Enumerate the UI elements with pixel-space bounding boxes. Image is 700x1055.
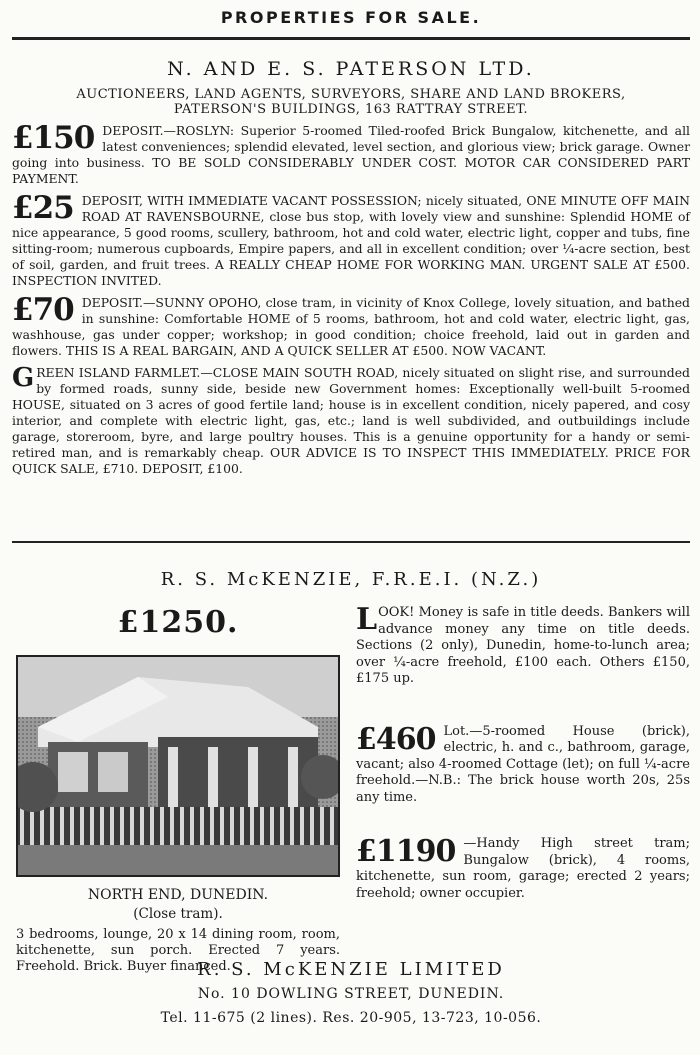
listing-text: DEPOSIT.—SUNNY OPOHO, close tram, in vicinity of Knox College, lovely situation, and bathed in sunshine: Comfortable HOME of 5 rooms, bathroom, hot and cold water, electric light, gas, washhouse, gas under copper; workshop; in good condition; choice freehold, laid out in garden and flowers. THIS IS A REAL BARGAIN, AND A QUICK SELLER AT £500. NOW VACANT.	[12, 295, 690, 358]
limited-telephone: Tel. 11-675 (2 lines). Res. 20-905, 13-723, 10-056.	[160, 1010, 542, 1026]
listing-price: £25	[12, 190, 74, 226]
section-rule	[12, 541, 690, 543]
header-rule	[12, 37, 690, 40]
paterson-sub-line1: AUCTIONEERS, LAND AGENTS, SURVEYORS, SHARE AND LAND BROKERS,	[76, 87, 626, 102]
drop-initial: G	[12, 363, 35, 393]
photo-caption: NORTH END, DUNEDIN.	[87, 887, 269, 903]
listing-title-deeds	[356, 602, 690, 688]
mckenzie-firm-name: R. S. McKENZIE, F.R.E.I. (N.Z.)	[160, 569, 542, 590]
listing-text: REEN ISLAND FARMLET.—CLOSE MAIN SOUTH ROAD, nicely situated on slight rise, and surrounded by formed roads, sunny side, beside new Government homes: Exceptionally well-built 5-roomed HOUSE, situated on 3 acres of good fertile land; house is in excellent condition, nicely papered, and cosy interior, and complete with electric light, gas, etc.; land is well subdivided, and outbuildings include garage, storeroom, byre, and large poultry houses. This is a genuine opportunity for a handy or semi-retired man, and is remarkably cheap. OUR ADVICE IS TO INSPECT THIS IMMEDIATELY. PRICE FOR QUICK SALE, £710. DEPOSIT, £100.	[12, 365, 690, 476]
drop-initial: L	[356, 602, 378, 637]
paterson-firm-name: N. AND E. S. PATERSON LTD.	[167, 58, 535, 80]
section-header: PROPERTIES FOR SALE.	[220, 8, 482, 27]
paterson-subheading	[12, 87, 690, 117]
listing-price: £1190	[356, 834, 456, 869]
photo-subcaption: (Close tram).	[133, 906, 223, 922]
listing-ravensbourne	[12, 190, 690, 289]
feature-listing	[12, 605, 344, 975]
listing-text: Lot.—5-roomed House (brick), electric, h. and c., bathroom, garage, vacant; also 4-roomed Cottage (let); on full ¼-acre freehold.—N.B.: The brick house worth 20s, 25s any time.	[356, 723, 690, 805]
listing-price: £150	[12, 120, 95, 156]
listing-text: DEPOSIT, WITH IMMEDIATE VACANT POSSESSION; nicely situated, ONE MINUTE OFF MAIN ROAD AT RAVENSBOURNE, close bus stop, with lovely view and sunshine: Splendid HOME of nice appearance, 5 good rooms, scullery, bathroom, hot and cold water, electric light, copper and tubs, fine sitting-room; numerous cupboards, Empire papers, and all in excellent condition; over ¼-acre section, best of soil, garden, and fruit trees. A REALLY CHEAP HOME FOR WORKING MAN. URGENT SALE AT £500. INSPECTION INVITED.	[12, 193, 690, 288]
house-photo	[16, 655, 340, 877]
listing-text: OOK! Money is safe in title deeds. Bankers will advance money any time on title deeds. Sections (2 only), Dunedin, home-to-lunch area; over ¼-acre freehold, £100 each. Others £150, £175 up.	[356, 605, 690, 686]
listing-text: —Handy High street tram; Bungalow (brick), 4 rooms, kitchenette, sun room, garage; erected 2 years; freehold; owner occupier.	[356, 836, 690, 901]
listing-1190	[356, 836, 690, 902]
paterson-sub-line2: PATERSON'S BUILDINGS, 163 RATTRAY STREET.	[173, 102, 529, 117]
listing-text: DEPOSIT.—ROSLYN: Superior 5-roomed Tiled-roofed Brick Bungalow, kitchenette, and all latest conveniences; splendid elevated, level section, and glorious view; brick garage. Owner going into business. TO BE SOLD CONSIDERABLY UNDER COST. MOTOR CAR CONSIDERED PART PAYMENT.	[12, 123, 690, 186]
listing-460	[356, 721, 690, 807]
feature-description: 3 bedrooms, lounge, 20 x 14 dining room, room, kitchenette, sun porch. Erected 7 years. Freehold. Brick. Buyer financed.	[16, 927, 340, 974]
listing-green-island	[12, 365, 690, 477]
right-listings	[356, 602, 690, 920]
listing-opoho	[12, 292, 690, 359]
house-photo-image	[18, 657, 338, 875]
feature-price: £1250.	[117, 605, 239, 640]
listing-price: £70	[12, 292, 74, 328]
listing-roslyn	[12, 120, 690, 187]
limited-address: No. 10 DOWLING STREET, DUNEDIN.	[197, 986, 505, 1002]
limited-name: R. S. McKENZIE LIMITED	[197, 959, 505, 980]
listing-price: £460	[356, 721, 436, 757]
mckenzie-section	[12, 541, 690, 1026]
mckenzie-footer	[12, 959, 690, 1026]
